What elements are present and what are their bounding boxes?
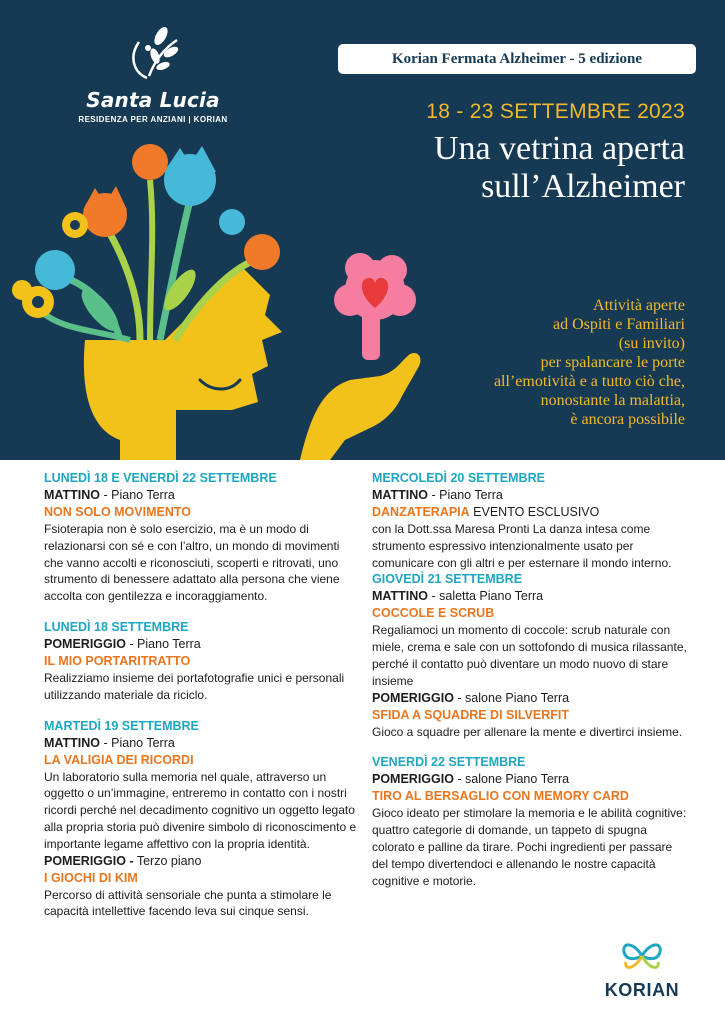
tagline-line: all’emotività e a tutto ciò che, <box>493 373 685 390</box>
logo-name: Santa Lucia <box>86 88 220 112</box>
activity-title: IL MIO PORTARITRATTO <box>44 653 191 668</box>
stem <box>150 180 152 340</box>
activity-title: NON SOLO MOVIMENTO <box>44 505 191 519</box>
place-label: - Piano Terra <box>428 488 503 502</box>
head-flowers-illustration <box>0 140 460 460</box>
edition-label: Korian Fermata Alzheimer - 5 edizione <box>338 44 696 74</box>
day-heading: MARTEDÌ 19 SETTEMBRE <box>44 718 199 733</box>
time-place <box>44 487 360 504</box>
hand-shape <box>300 353 420 460</box>
time-place <box>44 853 360 870</box>
time-label: MATTINO <box>44 488 101 502</box>
activity-name: DANZATERAPIA <box>372 505 470 519</box>
activity-description: Un laboratorio sulla memoria nel quale, attraverso un oggetto o un’immagine, entreremo in contatto con i nostri ricordi perché nel decadimento cognitivo un oggetto legato alla propria storia può divenire simbolo di riconoscimento e importante legame affettivo con la propria identità. <box>44 769 357 851</box>
place-label: - Piano Terra <box>100 735 175 750</box>
time-label: POMERIGGIO <box>372 772 454 787</box>
day-heading: LUNEDÌ 18 E VENERDÌ 22 SETTEMBRE <box>44 471 277 485</box>
title-line: Una vetrina aperta <box>433 130 685 167</box>
time-place <box>44 636 360 653</box>
tagline-line: Attività aperte <box>593 297 685 314</box>
event-dates: 18 - 23 SETTEMBRE 2023 <box>426 100 685 123</box>
day-heading: MERCOLEDÌ 20 SETTEMBRE <box>372 471 545 485</box>
activity-note: EVENTO ESCLUSIVO <box>469 505 600 519</box>
title-line: sull’Alzheimer <box>481 168 685 205</box>
activity-title <box>372 504 690 521</box>
time-place <box>44 735 360 752</box>
time-place <box>372 771 690 788</box>
flower-blue <box>35 250 75 290</box>
day-block <box>44 470 360 605</box>
activity-title: SFIDA A SQUADRE DI SILVERFIT <box>372 707 569 722</box>
time-label: MATTINO <box>44 735 101 750</box>
tagline-line: è ancora possibile <box>570 411 685 428</box>
place-label: Terzo piano <box>133 853 202 868</box>
day-block <box>44 619 360 704</box>
korian-wordmark: KORIAN <box>604 980 680 1000</box>
activity-description: Fsioterapia non è solo esercizio, ma è un modo di relazionarsi con sé e con l’altro, un mondo di movimenti che vanno accolti e riconosciuti, scoperti e ritrovati, uno strumento di benessere adattato alla persona che viene accolta con gentilezza e incoraggiamento. <box>44 522 340 604</box>
time-label: MATTINO <box>372 589 429 604</box>
activity-title: COCCOLE E SCRUB <box>372 606 495 621</box>
activity-title: I GIOCHI DI KIM <box>44 870 138 885</box>
flower-orange <box>83 186 127 237</box>
flower-orange <box>244 234 280 270</box>
place-label: - salone Piano Terra <box>453 690 570 705</box>
activity-description: Percorso di attività sensoriale che punta a stimolare le capacità intellettive facendo leva sui cinque sensi. <box>44 887 332 919</box>
flower-blue <box>164 146 216 206</box>
olive-branch-icon <box>121 26 185 82</box>
place-label: - saletta Piano Terra <box>428 589 544 604</box>
day-block <box>372 571 690 740</box>
day-block <box>44 718 360 921</box>
program-column-left <box>44 470 360 934</box>
tagline-line: ad Ospiti e Familiari <box>553 316 685 333</box>
program-column-right <box>372 470 690 903</box>
activity-description: Gioco ideato per stimolare la memoria e le abilità cognitive: quattro categorie di domande, un tappeto di spugna colorato e palline da tirare. Pochi ingredienti per passare del tempo divertendoci e allenando le nostre capacità cognitive e motorie. <box>372 806 687 888</box>
flower-yellow <box>62 212 88 238</box>
time-label: MATTINO <box>372 488 429 502</box>
activity-description: Gioco a squadre per allenare la mente e divertirci insieme. <box>372 724 683 739</box>
activity-description: Regaliamoci un momento di coccole: scrub naturale con miele, crema e sale con un sottofondo di musica rilassante, perché il contatto può diventare un modo nuovo di stare insieme <box>372 623 687 688</box>
time-place <box>372 690 690 707</box>
flower-blue <box>219 209 245 235</box>
place-label: - salone Piano Terra <box>453 772 570 787</box>
activity-description: Realizziamo insieme dei portafotografie unici e personali utilizzando materiale da riciclo. <box>44 670 345 702</box>
place-label: - Piano Terra <box>125 636 201 651</box>
day-heading: LUNEDÌ 18 SETTEMBRE <box>44 619 189 634</box>
korian-logo <box>596 938 688 1001</box>
time-place <box>372 487 690 504</box>
activity-description: con la Dott.ssa Maresa Pronti La danza intesa come strumento espressivo intenzionalmente usato per comunicare con gli altri e per esternare il mondo interno. <box>372 522 672 570</box>
tagline-line: nonostante la malattia, <box>540 392 685 409</box>
tagline-line: per spalancare le porte <box>540 354 685 371</box>
day-heading: GIOVEDÌ 21 SETTEMBRE <box>372 572 523 587</box>
day-heading: VENERDÌ 22 SETTEMBRE <box>372 755 526 770</box>
tagline-line: (su invito) <box>618 335 685 352</box>
time-place <box>372 588 690 605</box>
logo-subtitle: RESIDENZA PER ANZIANI | KORIAN <box>78 115 228 124</box>
day-block <box>372 470 690 571</box>
flower-orange <box>132 144 168 180</box>
time-label: POMERIGGIO - <box>44 853 134 868</box>
time-label: POMERIGGIO <box>44 636 126 651</box>
santa-lucia-logo <box>58 26 248 124</box>
header-banner <box>0 0 725 460</box>
korian-butterfly-icon <box>620 938 664 974</box>
activity-title: LA VALIGIA DEI RICORDI <box>44 752 194 767</box>
day-block <box>372 754 690 889</box>
activity-title: TIRO AL BERSAGLIO CON MEMORY CARD <box>372 789 629 804</box>
place-label: - Piano Terra <box>100 488 175 502</box>
time-label: POMERIGGIO <box>372 690 454 705</box>
